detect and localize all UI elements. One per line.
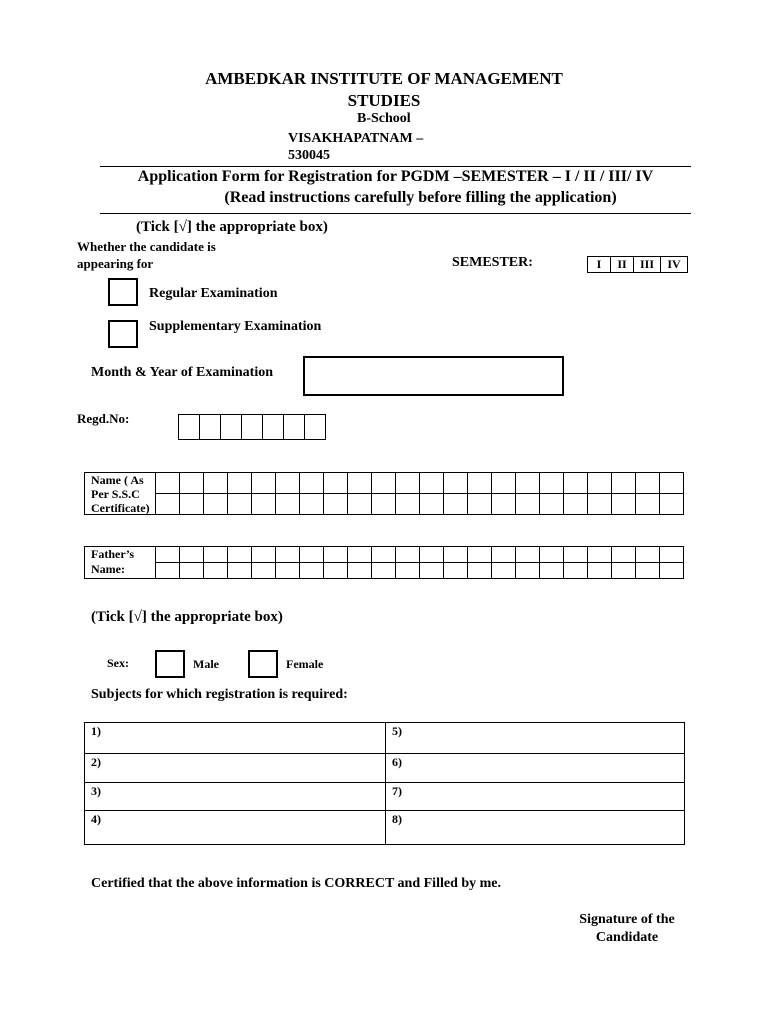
character-box[interactable] bbox=[300, 563, 324, 579]
header-divider-bottom bbox=[100, 213, 691, 214]
regd-no-digit-box[interactable] bbox=[263, 415, 284, 440]
character-box[interactable] bbox=[636, 547, 660, 563]
subject-slot-2[interactable]: 2) bbox=[85, 754, 386, 783]
character-box[interactable] bbox=[324, 473, 348, 494]
subject-slot-8[interactable]: 8) bbox=[386, 811, 685, 845]
regular-exam-checkbox[interactable] bbox=[108, 278, 138, 306]
character-box[interactable] bbox=[228, 547, 252, 563]
regular-exam-label: Regular Examination bbox=[149, 286, 278, 301]
name-grid-table bbox=[155, 472, 684, 515]
character-box[interactable] bbox=[588, 473, 612, 494]
school-type: B-School bbox=[357, 111, 411, 126]
semester-label: SEMESTER: bbox=[452, 255, 533, 270]
character-box[interactable] bbox=[372, 547, 396, 563]
regd-no-boxes bbox=[178, 414, 326, 440]
character-box[interactable] bbox=[612, 473, 636, 494]
character-box[interactable] bbox=[516, 547, 540, 563]
question-line2: appearing for bbox=[77, 256, 154, 271]
character-box[interactable] bbox=[228, 494, 252, 515]
character-box[interactable] bbox=[276, 494, 300, 515]
semester-option-ii[interactable]: II bbox=[611, 257, 634, 273]
character-box[interactable] bbox=[468, 547, 492, 563]
character-box[interactable] bbox=[300, 473, 324, 494]
signature-line1: Signature of the bbox=[579, 912, 675, 927]
character-box[interactable] bbox=[324, 494, 348, 515]
character-box[interactable] bbox=[660, 473, 684, 494]
character-box[interactable] bbox=[444, 563, 468, 579]
character-box[interactable] bbox=[300, 547, 324, 563]
header-divider-top bbox=[100, 166, 691, 167]
subject-slot-3[interactable]: 3) bbox=[85, 783, 386, 811]
postal-code: 530045 bbox=[288, 148, 330, 163]
father-grid-table bbox=[155, 546, 684, 579]
supplementary-exam-checkbox[interactable] bbox=[108, 320, 138, 348]
character-box[interactable] bbox=[612, 547, 636, 563]
character-box[interactable] bbox=[540, 473, 564, 494]
subject-slot-1[interactable]: 1) bbox=[85, 723, 386, 754]
character-box[interactable] bbox=[180, 494, 204, 515]
institute-name-line1: AMBEDKAR INSTITUTE OF MANAGEMENT bbox=[205, 69, 563, 88]
signature-line2: Candidate bbox=[595, 930, 659, 945]
character-box[interactable] bbox=[636, 473, 660, 494]
father-label-line1: Father’s bbox=[91, 547, 135, 561]
character-box[interactable] bbox=[540, 547, 564, 563]
subject-slot-6[interactable]: 6) bbox=[386, 754, 685, 783]
character-box[interactable] bbox=[396, 547, 420, 563]
institute-name-line2: STUDIES bbox=[347, 91, 421, 110]
character-box[interactable] bbox=[204, 494, 228, 515]
character-box[interactable] bbox=[276, 563, 300, 579]
character-box[interactable] bbox=[372, 563, 396, 579]
male-checkbox[interactable] bbox=[155, 650, 185, 678]
question-line1: Whether the candidate is bbox=[77, 239, 216, 254]
character-box[interactable] bbox=[468, 563, 492, 579]
form-title-text: Application Form for Registration for PGDM –SEMESTER – I / II / III/ IV bbox=[137, 168, 654, 185]
character-box[interactable] bbox=[420, 563, 444, 579]
tick-instruction: (Tick [√] the appropriate box) bbox=[136, 219, 328, 235]
character-box[interactable] bbox=[348, 547, 372, 563]
character-box[interactable] bbox=[300, 494, 324, 515]
character-box[interactable] bbox=[444, 547, 468, 563]
month-year-label: Month & Year of Examination bbox=[91, 365, 273, 380]
name-character-grid[interactable] bbox=[155, 472, 684, 515]
character-box[interactable] bbox=[324, 547, 348, 563]
character-box[interactable] bbox=[180, 473, 204, 494]
regd-no-digit-box[interactable] bbox=[284, 415, 305, 440]
character-box[interactable] bbox=[204, 563, 228, 579]
character-box[interactable] bbox=[420, 473, 444, 494]
tick-instruction-2: (Tick [√] the appropriate box) bbox=[91, 609, 283, 625]
character-box[interactable] bbox=[252, 547, 276, 563]
character-box[interactable] bbox=[348, 563, 372, 579]
female-label: Female bbox=[286, 657, 324, 671]
form-instruction: (Read instructions carefully before filling the application) bbox=[224, 189, 617, 206]
regd-no-digit-box[interactable] bbox=[242, 415, 263, 440]
subject-slot-7[interactable]: 7) bbox=[386, 783, 685, 811]
subjects-table bbox=[84, 722, 685, 845]
sex-label: Sex: bbox=[107, 656, 129, 670]
semester-option-iii[interactable]: III bbox=[634, 257, 661, 273]
character-box[interactable] bbox=[540, 563, 564, 579]
character-box[interactable] bbox=[636, 494, 660, 515]
character-box[interactable] bbox=[156, 494, 180, 515]
character-box[interactable] bbox=[612, 563, 636, 579]
character-box[interactable] bbox=[276, 547, 300, 563]
character-box[interactable] bbox=[492, 473, 516, 494]
character-box[interactable] bbox=[156, 473, 180, 494]
name-field-label bbox=[84, 472, 156, 515]
character-box[interactable] bbox=[564, 563, 588, 579]
character-box[interactable] bbox=[588, 547, 612, 563]
character-box[interactable] bbox=[420, 494, 444, 515]
character-box[interactable] bbox=[612, 494, 636, 515]
character-box[interactable] bbox=[180, 547, 204, 563]
father-name-label bbox=[84, 546, 156, 579]
character-box[interactable] bbox=[516, 563, 540, 579]
city-line1: VISAKHAPATNAM – bbox=[288, 131, 424, 146]
character-box[interactable] bbox=[180, 563, 204, 579]
appearing-for-question bbox=[77, 238, 216, 272]
character-box[interactable] bbox=[588, 563, 612, 579]
subjects-label: Subjects for which registration is required: bbox=[91, 687, 348, 702]
character-box[interactable] bbox=[276, 473, 300, 494]
character-box[interactable] bbox=[156, 547, 180, 563]
male-label: Male bbox=[193, 657, 219, 671]
character-box[interactable] bbox=[564, 494, 588, 515]
semester-option-i[interactable]: I bbox=[588, 257, 611, 273]
character-box[interactable] bbox=[660, 547, 684, 563]
character-box[interactable] bbox=[444, 494, 468, 515]
character-box[interactable] bbox=[492, 494, 516, 515]
regd-no-digit-box[interactable] bbox=[221, 415, 242, 440]
month-year-input[interactable] bbox=[303, 356, 564, 396]
character-box[interactable] bbox=[372, 494, 396, 515]
character-box[interactable] bbox=[492, 547, 516, 563]
character-box[interactable] bbox=[660, 494, 684, 515]
city-address bbox=[288, 130, 423, 164]
character-box[interactable] bbox=[396, 563, 420, 579]
character-box[interactable] bbox=[564, 547, 588, 563]
character-box[interactable] bbox=[204, 473, 228, 494]
character-box[interactable] bbox=[444, 473, 468, 494]
character-box[interactable] bbox=[348, 494, 372, 515]
name-label-line1: Name ( As bbox=[91, 473, 144, 487]
character-box[interactable] bbox=[204, 547, 228, 563]
character-box[interactable] bbox=[396, 494, 420, 515]
name-label-line3: Certificate) bbox=[91, 501, 150, 515]
character-box[interactable] bbox=[636, 563, 660, 579]
supplementary-exam-label: Supplementary Examination bbox=[149, 319, 322, 334]
character-box[interactable] bbox=[516, 473, 540, 494]
form-title bbox=[100, 168, 691, 207]
regd-no-digit-box[interactable] bbox=[200, 415, 221, 440]
character-box[interactable] bbox=[540, 494, 564, 515]
subject-slot-5[interactable]: 5) bbox=[386, 723, 685, 754]
candidate-signature bbox=[570, 911, 684, 947]
character-box[interactable] bbox=[348, 473, 372, 494]
female-checkbox[interactable] bbox=[248, 650, 278, 678]
character-box[interactable] bbox=[252, 494, 276, 515]
certification-statement: Certified that the above information is CORRECT and Filled by me. bbox=[91, 876, 502, 891]
character-box[interactable] bbox=[492, 563, 516, 579]
semester-option-iv[interactable]: IV bbox=[661, 257, 688, 273]
institute-name bbox=[150, 69, 618, 111]
semester-options bbox=[587, 256, 688, 273]
character-box[interactable] bbox=[564, 473, 588, 494]
character-box[interactable] bbox=[468, 494, 492, 515]
name-label-line2: Per S.S.C bbox=[91, 487, 140, 501]
character-box[interactable] bbox=[420, 547, 444, 563]
character-box[interactable] bbox=[156, 563, 180, 579]
character-box[interactable] bbox=[516, 494, 540, 515]
regd-no-label: Regd.No: bbox=[77, 411, 130, 426]
character-box[interactable] bbox=[396, 473, 420, 494]
regd-no-digit-box[interactable] bbox=[179, 415, 200, 440]
character-box[interactable] bbox=[660, 563, 684, 579]
character-box[interactable] bbox=[228, 473, 252, 494]
character-box[interactable] bbox=[324, 563, 348, 579]
regd-no-digit-box[interactable] bbox=[305, 415, 326, 440]
character-box[interactable] bbox=[468, 473, 492, 494]
subject-slot-4[interactable]: 4) bbox=[85, 811, 386, 845]
character-box[interactable] bbox=[252, 473, 276, 494]
character-box[interactable] bbox=[372, 473, 396, 494]
character-box[interactable] bbox=[252, 563, 276, 579]
character-box[interactable] bbox=[588, 494, 612, 515]
father-label-line2: Name: bbox=[91, 562, 125, 576]
character-box[interactable] bbox=[228, 563, 252, 579]
father-name-character-grid[interactable] bbox=[155, 546, 684, 579]
